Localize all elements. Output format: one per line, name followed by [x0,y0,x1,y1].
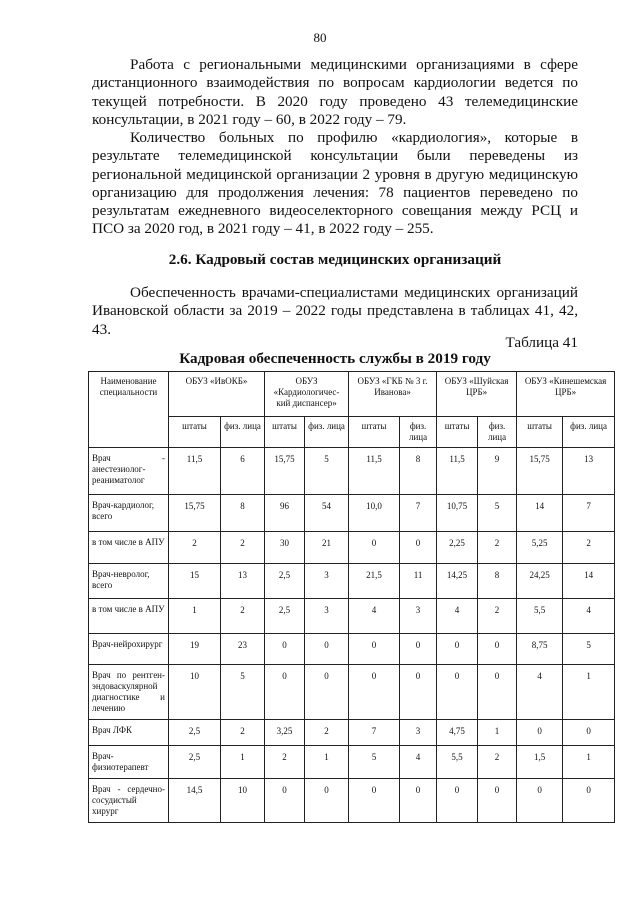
value-cell: 4 [349,599,400,634]
value-cell: 19 [169,634,221,665]
value-cell: 8 [478,564,517,599]
value-cell: 3 [305,564,349,599]
value-cell: 1 [221,746,265,779]
value-cell: 3 [305,599,349,634]
org-header: ОБУЗ «Кардиологичес-кий диспансер» [265,372,349,417]
value-cell: 0 [437,779,478,823]
value-cell: 2 [478,532,517,564]
value-cell: 0 [265,665,305,720]
value-cell: 54 [305,495,349,532]
table-row [89,720,615,746]
org-header: ОБУЗ «Шуйская ЦРБ» [437,372,517,417]
value-cell: 5 [349,746,400,779]
value-cell: 0 [349,634,400,665]
value-cell: 1 [563,746,615,779]
value-cell: 0 [349,665,400,720]
value-cell: 0 [349,779,400,823]
value-cell: 2 [221,720,265,746]
table-title: Кадровая обеспеченность службы в 2019 году [179,350,491,367]
value-cell: 0 [563,779,615,823]
value-cell: 0 [517,779,563,823]
specialty-cell: Врач-нейрохирург [89,634,169,665]
value-cell: 9 [478,448,517,495]
value-cell: 2 [221,599,265,634]
table-row [89,532,615,564]
value-cell: 6 [221,448,265,495]
value-cell: 0 [305,634,349,665]
table-row [89,495,615,532]
value-cell: 0 [305,665,349,720]
value-cell: 5 [221,665,265,720]
org-header: ОБУЗ «ГКБ № 3 г. Иванова» [349,372,437,417]
paragraph-telemedicine: Работа с региональными медицинскими организациями в сфере дистанционного взаимодействия по вопросам кардиологии ведется по текущей потребности. В 2020 году проведено 43 телемедицинские консультации, в 2021 году – 60, в 2022 году – 79. [92,56,578,128]
value-cell: 2,25 [437,532,478,564]
value-cell: 4 [437,599,478,634]
table-row [89,665,615,720]
value-cell: 15 [169,564,221,599]
specialty-cell: в том числе в АПУ [89,599,169,634]
value-cell: 7 [349,720,400,746]
value-cell: 7 [563,495,615,532]
value-cell: 11,5 [169,448,221,495]
specialty-cell: Врач по рентген-эндоваскулярной диагностике и лечению [89,665,169,720]
value-cell: 15,75 [265,448,305,495]
subheader-staff: штаты [437,417,478,448]
value-cell: 10 [221,779,265,823]
table-row [89,634,615,665]
specialty-cell: в том числе в АПУ [89,532,169,564]
value-cell: 5 [478,495,517,532]
value-cell: 0 [478,634,517,665]
value-cell: 2 [305,720,349,746]
org-header: ОБУЗ «Кинешемская ЦРБ» [517,372,615,417]
value-cell: 2 [478,599,517,634]
table-row [89,779,615,823]
value-cell: 1 [478,720,517,746]
value-cell: 0 [400,532,437,564]
value-cell: 13 [563,448,615,495]
value-cell: 1 [305,746,349,779]
value-cell: 1 [169,599,221,634]
value-cell: 0 [400,634,437,665]
subheader-persons: физ. лица [563,417,615,448]
value-cell: 8 [400,448,437,495]
value-cell: 2,5 [265,599,305,634]
value-cell: 21 [305,532,349,564]
table-row [89,599,615,634]
value-cell: 10,0 [349,495,400,532]
value-cell: 0 [265,634,305,665]
value-cell: 1 [563,665,615,720]
value-cell: 0 [563,720,615,746]
paragraph-staffing: Обеспеченность врачами-специалистами медицинских организаций Ивановской области за 2019 – 2022 годы представлена в таблицах 41, 42, 43. [92,284,578,338]
specialty-cell: Врач - анестезиолог-реаниматолог [89,448,169,495]
value-cell: 5,5 [437,746,478,779]
value-cell: 14,25 [437,564,478,599]
staffing-table [88,371,615,823]
specialty-header: Наименование специальности [89,372,169,448]
value-cell: 14 [563,564,615,599]
section-heading: 2.6. Кадровый состав медицинских организаций [168,251,502,268]
value-cell: 4 [400,746,437,779]
specialty-cell: Врач - сердечно-сосудистый хирург [89,779,169,823]
value-cell: 1,5 [517,746,563,779]
value-cell: 96 [265,495,305,532]
value-cell: 2 [169,532,221,564]
subheader-staff: штаты [169,417,221,448]
value-cell: 0 [400,665,437,720]
value-cell: 11,5 [349,448,400,495]
specialty-cell: Врач ЛФК [89,720,169,746]
value-cell: 5 [305,448,349,495]
value-cell: 5,5 [517,599,563,634]
value-cell: 15,75 [517,448,563,495]
value-cell: 2 [221,532,265,564]
header-row [89,372,615,417]
value-cell: 5,25 [517,532,563,564]
value-cell: 8,75 [517,634,563,665]
value-cell: 10 [169,665,221,720]
value-cell: 2 [563,532,615,564]
specialty-cell: Врач-физиотерапевт [89,746,169,779]
value-cell: 4,75 [437,720,478,746]
value-cell: 2 [265,746,305,779]
value-cell: 2,5 [265,564,305,599]
value-cell: 0 [478,779,517,823]
value-cell: 11 [400,564,437,599]
subheader-persons: физ. лица [305,417,349,448]
value-cell: 3 [400,599,437,634]
value-cell: 2 [478,746,517,779]
value-cell: 0 [478,665,517,720]
subheader-persons: физ. лица [478,417,517,448]
org-header: ОБУЗ «ИвОКБ» [169,372,265,417]
value-cell: 0 [437,665,478,720]
table-row [89,564,615,599]
value-cell: 14 [517,495,563,532]
value-cell: 0 [517,720,563,746]
value-cell: 14,5 [169,779,221,823]
value-cell: 13 [221,564,265,599]
value-cell: 5 [563,634,615,665]
value-cell: 7 [400,495,437,532]
table-label: Таблица 41 [505,334,578,351]
value-cell: 15,75 [169,495,221,532]
specialty-cell: Врач-невролог, всего [89,564,169,599]
value-cell: 0 [265,779,305,823]
value-cell: 21,5 [349,564,400,599]
value-cell: 8 [221,495,265,532]
value-cell: 4 [517,665,563,720]
value-cell: 11,5 [437,448,478,495]
value-cell: 3,25 [265,720,305,746]
value-cell: 0 [305,779,349,823]
value-cell: 23 [221,634,265,665]
table-row [89,448,615,495]
value-cell: 0 [349,532,400,564]
subheader-staff: штаты [265,417,305,448]
value-cell: 0 [400,779,437,823]
page-number: 80 [313,30,327,45]
table-row [89,746,615,779]
table-body [89,448,615,823]
value-cell: 24,25 [517,564,563,599]
value-cell: 30 [265,532,305,564]
subheader-persons: физ. лица [221,417,265,448]
value-cell: 10,75 [437,495,478,532]
value-cell: 2,5 [169,746,221,779]
paragraph-transfers: Количество больных по профилю «кардиология», которые в результате телемедицинской консультации были переведены из региональной медицинской организации 2 уровня в другую медицинскую организацию для продолжения лечения: 78 пациентов переведено по результатам ежедневного видеоселекторного совещания между РСЦ и ПСО за 2020 год, в 2021 году – 41, в 2022 году – 255. [92,129,578,238]
subheader-persons: физ. лица [400,417,437,448]
value-cell: 3 [400,720,437,746]
subheader-staff: штаты [349,417,400,448]
value-cell: 2,5 [169,720,221,746]
value-cell: 0 [437,634,478,665]
specialty-cell: Врач-кардиолог, всего [89,495,169,532]
value-cell: 4 [563,599,615,634]
subheader-staff: штаты [517,417,563,448]
